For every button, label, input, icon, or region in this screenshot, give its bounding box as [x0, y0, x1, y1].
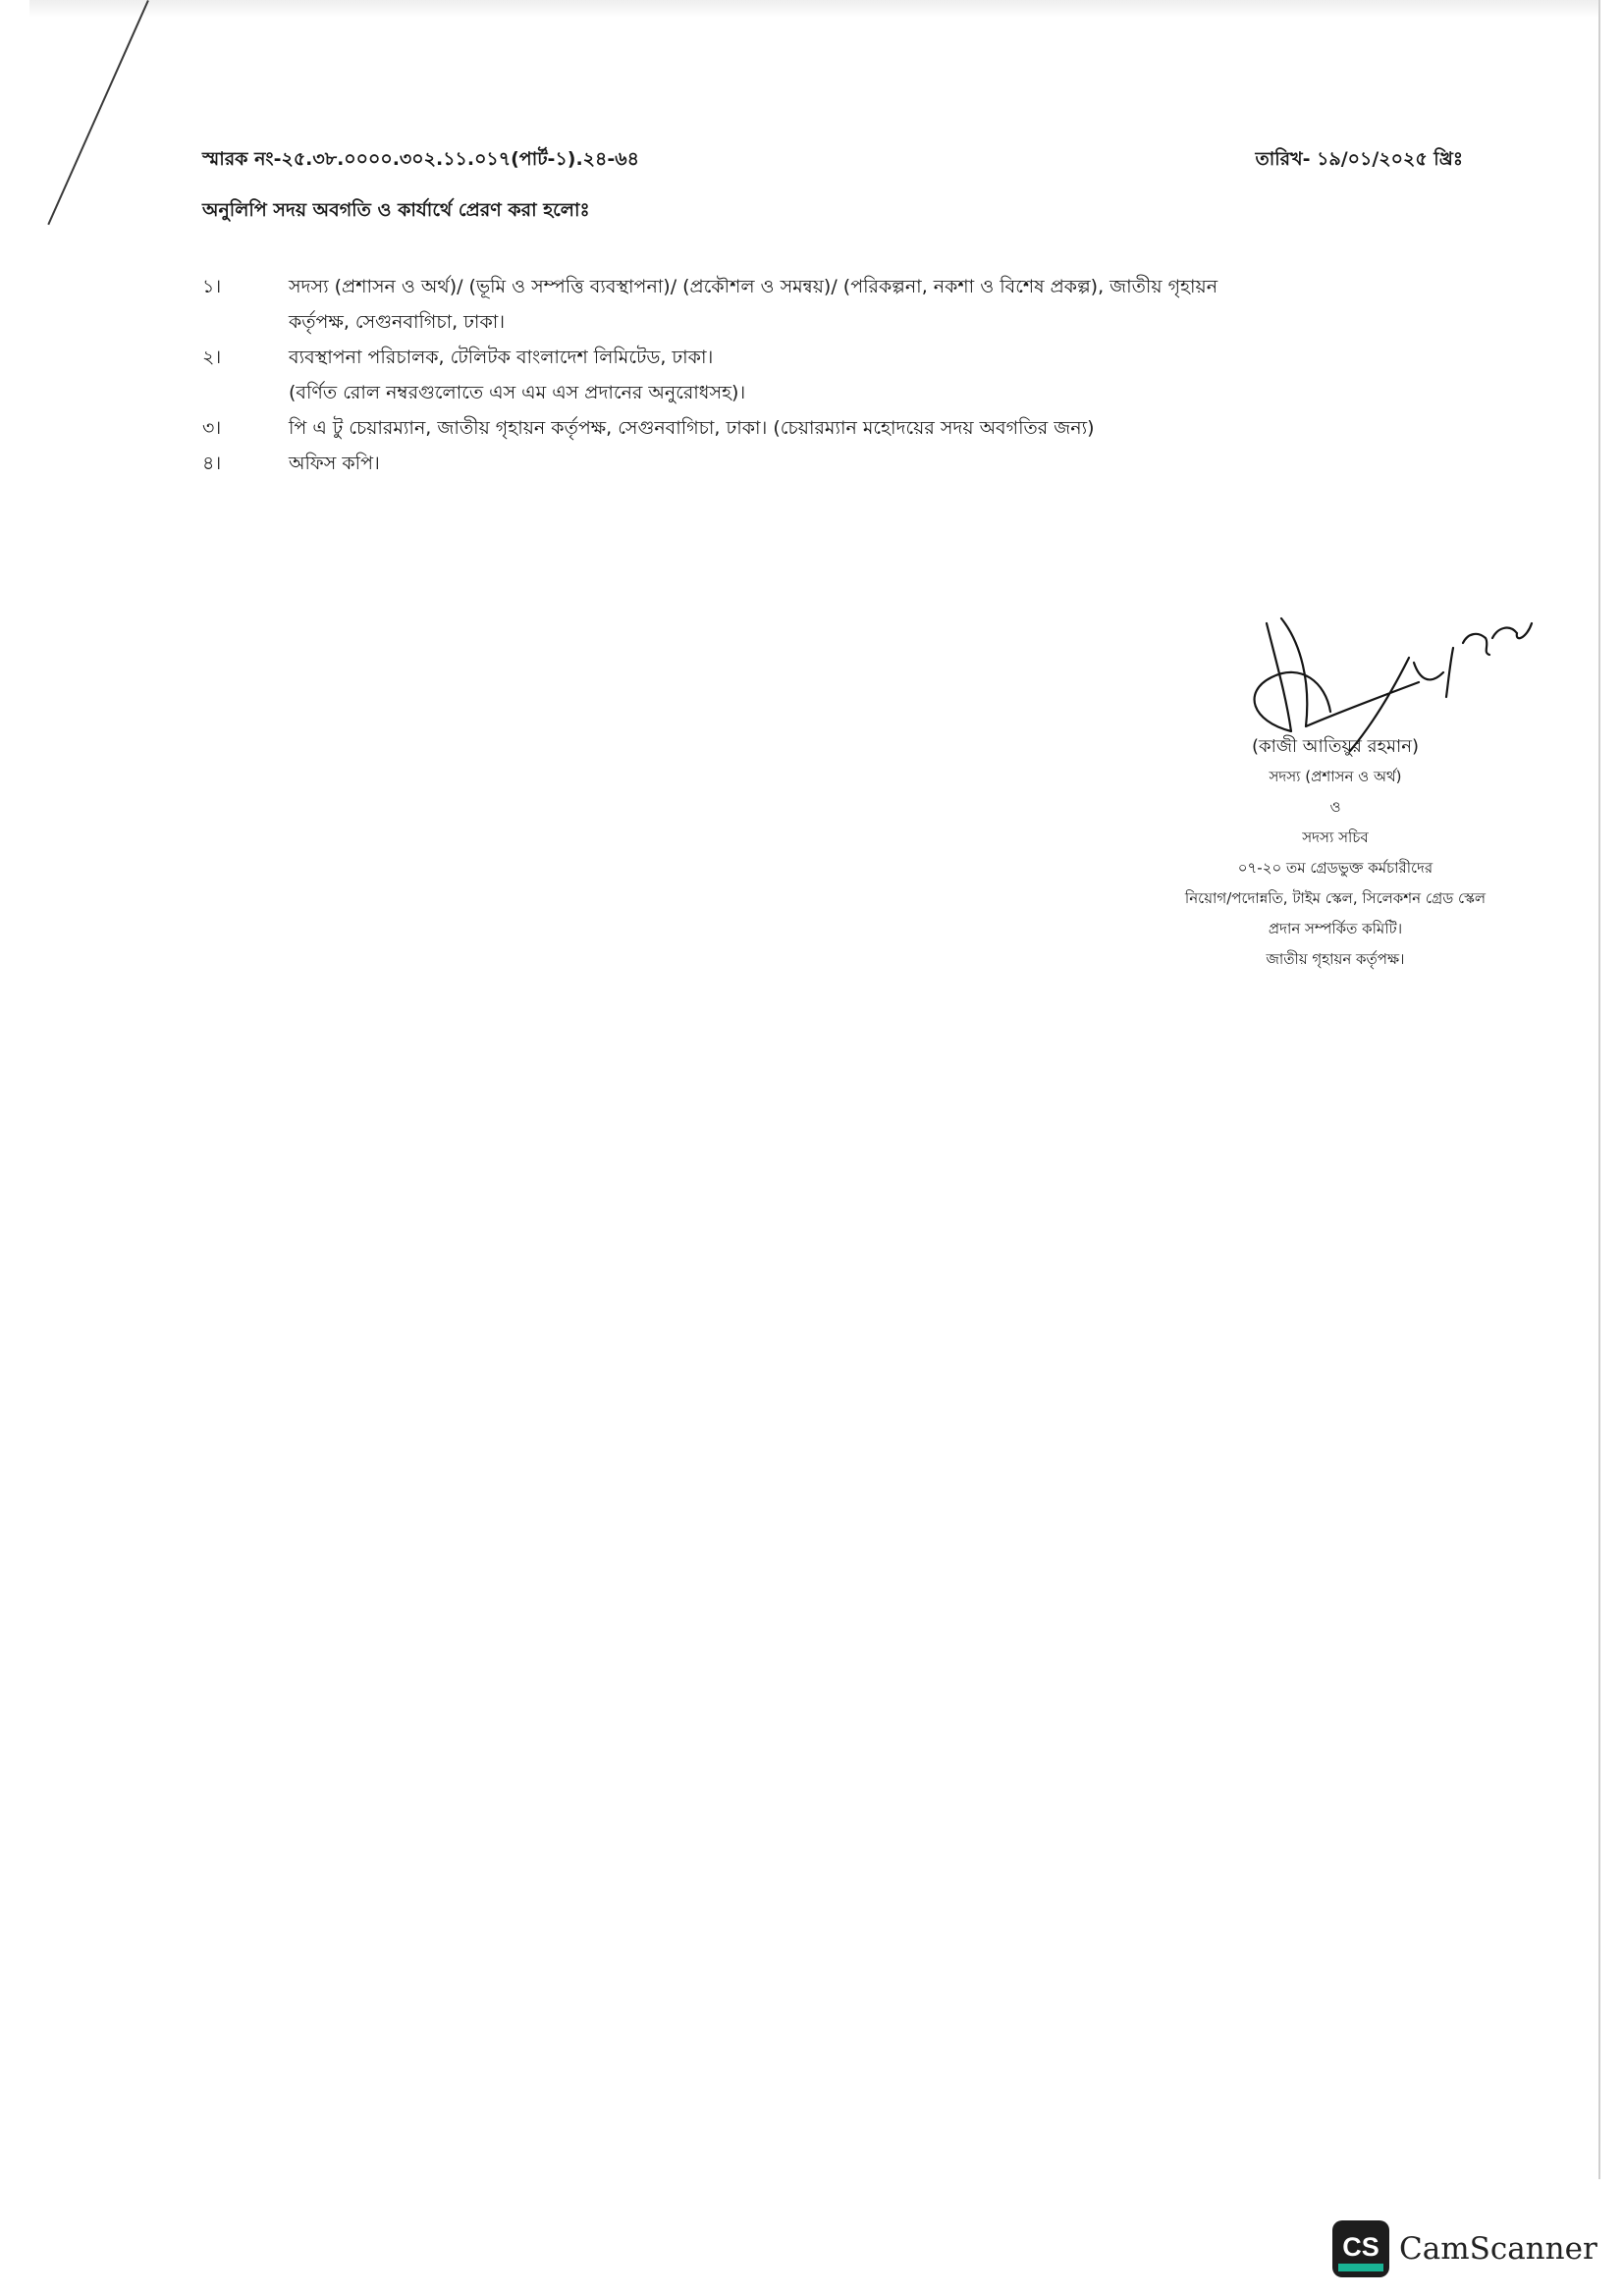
item-line: পি এ টু চেয়ারম্যান, জাতীয় গৃহায়ন কর্তৃপক্ষ, সেগুনবাগিচা, ঢাকা। (চেয়ারম্যান মহোদয়ের সদয় অবগতির জন্য): [289, 417, 1095, 439]
committee-line: প্রদান সম্পর্কিত কমিটি।: [1268, 920, 1403, 937]
organization-name: জাতীয় গৃহায়ন কর্তৃপক্ষ।: [1266, 950, 1405, 968]
item-text: [289, 446, 1447, 481]
item-line: কর্তৃপক্ষ, সেগুনবাগিচা, ঢাকা।: [289, 311, 506, 333]
list-item: [196, 446, 1453, 481]
signatory-name: (কাজী আতিয়ুর রহমান): [1251, 736, 1420, 757]
item-line: অফিস কপি।: [289, 453, 380, 474]
item-text: [289, 410, 1447, 446]
copy-intro: অনুলিপি সদয় অবগতি ও কার্যার্থে প্রেরণ করা হলোঃ: [202, 199, 590, 221]
camscanner-name: CamScanner: [1399, 2231, 1597, 2267]
item-line: (বর্ণিত রোল নম্বরগুলোতে এস এম এস প্রদানের অনুরোধসহ)।: [289, 382, 746, 403]
signatory-conjunction: ও: [1329, 798, 1341, 816]
recipient-list: [196, 269, 1453, 481]
signature-block: [1119, 604, 1610, 1016]
memo-header: [196, 137, 1463, 177]
scan-edge-right: [1598, 0, 1600, 2179]
list-item: [196, 340, 1453, 410]
logo-text: CS: [1342, 2232, 1380, 2262]
committee-line: নিয়োগ/পদোন্নতি, টাইম স্কেল, সিলেকশন গ্রেড স্কেল: [1184, 889, 1487, 907]
scan-edge-line: [47, 0, 149, 225]
committee-line: ০৭-২০ তম গ্রেডভুক্ত কর্মচারীদের: [1237, 859, 1434, 877]
item-number: ৪।: [202, 453, 222, 474]
item-text: [289, 340, 1447, 410]
list-item: [196, 269, 1453, 340]
item-number: ৩।: [202, 417, 222, 439]
scan-top-shadow: [29, 0, 1600, 18]
signatory-details: [1119, 731, 1551, 975]
item-text: [289, 269, 1447, 340]
signatory-role: সদস্য সচিব: [1302, 828, 1369, 846]
item-line: ব্যবস্থাপনা পরিচালক, টেলিটক বাংলাদেশ লিমিটেড, ঢাকা।: [289, 347, 714, 368]
item-number: ২।: [202, 347, 222, 368]
memo-number: স্মারক নং-২৫.৩৮.০০০০.৩০২.১১.০১৭(পার্ট-১).২৪-৬৪: [202, 148, 639, 170]
document-body: [196, 137, 1487, 968]
signatory-designation: সদস্য (প্রশাসন ও অর্থ): [1269, 768, 1402, 785]
camscanner-logo: [1332, 2220, 1389, 2277]
item-line: সদস্য (প্রশাসন ও অর্থ)/ (ভূমি ও সম্পত্তি ব্যবস্থাপনা)/ (প্রকৌশল ও সমন্বয়)/ (পরিকল্পনা, নকশা ও বিশেষ প্রকল্প), জাতীয় গৃহায়ন: [289, 276, 1218, 297]
item-number: ১।: [202, 276, 222, 297]
camscanner-watermark: [1332, 2220, 1597, 2277]
list-item: [196, 410, 1453, 446]
memo-date: তারিখ- ১৯/০১/২০২৫ খ্রিঃ: [1255, 148, 1463, 170]
